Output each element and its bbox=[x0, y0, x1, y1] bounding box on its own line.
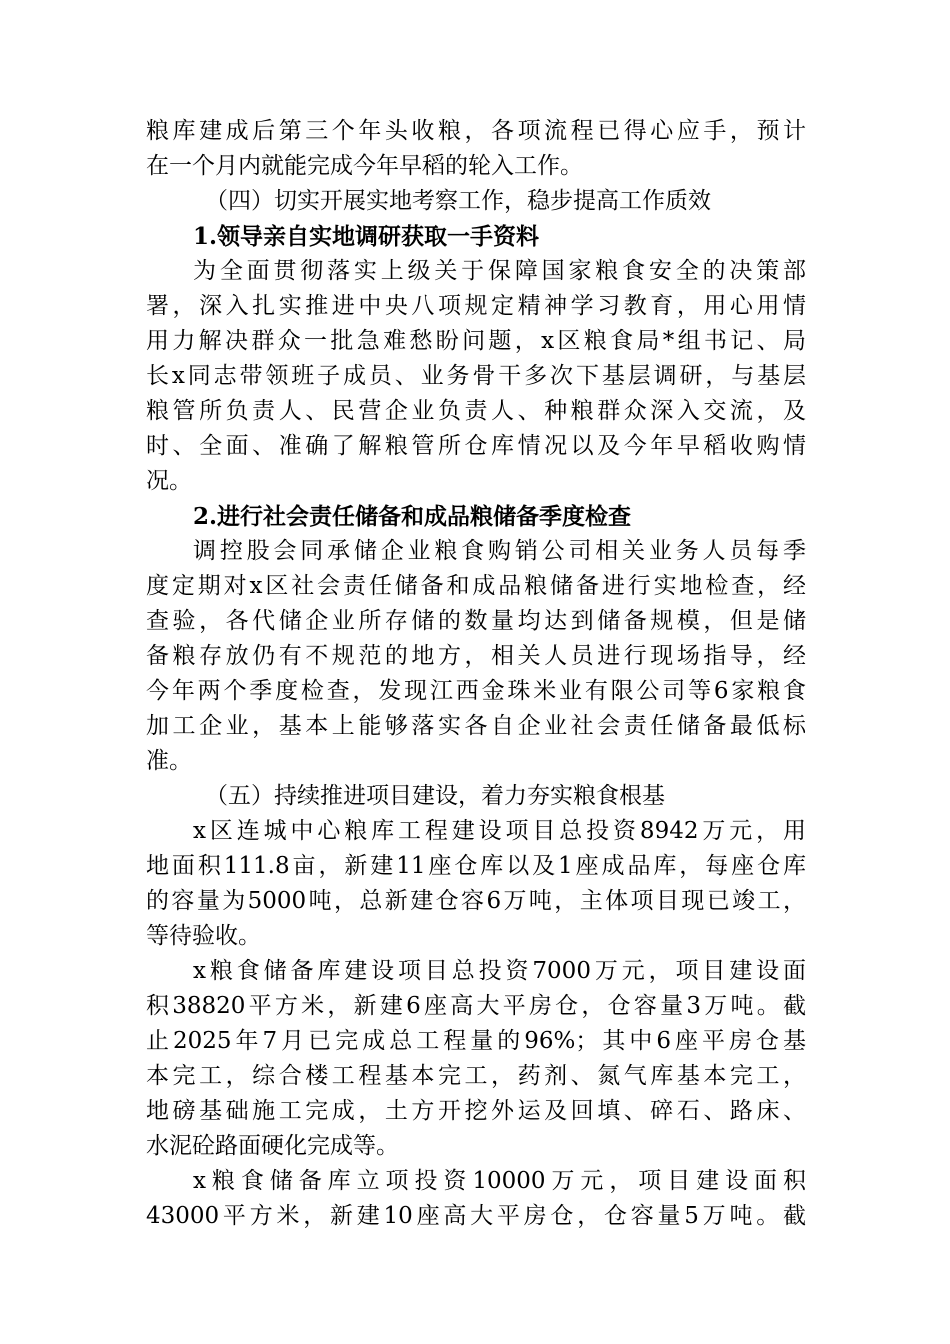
subsection-heading bbox=[146, 219, 806, 254]
text-line: 加工企业，基本上能够落实各自企业社会责任储备最低标 bbox=[146, 713, 806, 739]
text-line: 时、全面、准确了解粮管所仓库情况以及今年早稻收购情 bbox=[146, 433, 806, 459]
text-line: 粮管所负责人、民营企业负责人、种粮群众深入交流，及 bbox=[146, 398, 806, 424]
paragraph bbox=[146, 1164, 806, 1234]
text-line: （五）持续推进项目建设，着力夯实粮食根基 bbox=[205, 783, 665, 809]
text-line: 备粮存放仍有不规范的地方，相关人员进行现场指导，经 bbox=[146, 643, 806, 669]
text-line: x粮食储备库立项投资10000万元，项目建设面积 bbox=[193, 1168, 806, 1194]
text-line: 今年两个季度检查，发现江西金珠米业有限公司等6家粮食 bbox=[146, 678, 806, 704]
text-line: 地面积111.8亩，新建11座仓库以及1座成品库，每座仓库 bbox=[146, 853, 806, 879]
paragraph bbox=[146, 254, 806, 499]
document-body bbox=[146, 114, 806, 1234]
text-line: 在一个月内就能完成今年早稻的轮入工作。 bbox=[146, 153, 583, 179]
paragraph bbox=[146, 114, 806, 184]
section-heading bbox=[146, 779, 806, 814]
text-line: 2.进行社会责任储备和成品粮储备季度检查 bbox=[193, 503, 632, 530]
text-line: x区连城中心粮库工程建设项目总投资8942万元，用 bbox=[193, 818, 806, 844]
text-line: 准。 bbox=[146, 748, 192, 774]
text-line: 长x同志带领班子成员、业务骨干多次下基层调研，与基层 bbox=[146, 363, 806, 389]
text-line: x粮食储备库建设项目总投资7000万元，项目建设面 bbox=[193, 958, 806, 984]
text-line: 粮库建成后第三个年头收粮，各项流程已得心应手，预计 bbox=[146, 118, 806, 144]
text-line: 为全面贯彻落实上级关于保障国家粮食安全的决策部 bbox=[193, 258, 806, 284]
text-line: 43000平方米，新建10座高大平房仓，仓容量5万吨。截 bbox=[146, 1203, 806, 1229]
text-line: 本完工，综合楼工程基本完工，药剂、氮气库基本完工， bbox=[146, 1063, 806, 1089]
text-line: 等待验收。 bbox=[146, 923, 261, 949]
text-line: 水泥砼路面硬化完成等。 bbox=[146, 1133, 399, 1159]
text-line: 度定期对x区社会责任储备和成品粮储备进行实地检查，经 bbox=[146, 573, 806, 599]
text-line: 的容量为5000吨，总新建仓容6万吨，主体项目现已竣工， bbox=[146, 888, 806, 914]
text-line: 地磅基础施工完成，土方开挖外运及回填、碎石、路床、 bbox=[146, 1098, 806, 1124]
text-line: 止2025年7月已完成总工程量的96%；其中6座平房仓基 bbox=[146, 1028, 806, 1054]
paragraph bbox=[146, 814, 806, 954]
text-line: 积38820平方米，新建6座高大平房仓，仓容量3万吨。截 bbox=[146, 993, 806, 1019]
paragraph bbox=[146, 534, 806, 779]
text-line: 1.领导亲自实地调研获取一手资料 bbox=[193, 223, 540, 250]
paragraph bbox=[146, 954, 806, 1164]
text-line: 调控股会同承储企业粮食购销公司相关业务人员每季 bbox=[193, 538, 806, 564]
subsection-heading bbox=[146, 499, 806, 534]
section-heading bbox=[146, 184, 806, 219]
text-line: （四）切实开展实地考察工作，稳步提高工作质效 bbox=[205, 188, 711, 214]
text-line: 用力解决群众一批急难愁盼问题，x区粮食局*组书记、局 bbox=[146, 328, 806, 354]
text-line: 查验，各代储企业所存储的数量均达到储备规模，但是储 bbox=[146, 608, 806, 634]
text-line: 况。 bbox=[146, 468, 192, 494]
text-line: 署，深入扎实推进中央八项规定精神学习教育，用心用情 bbox=[146, 293, 806, 319]
